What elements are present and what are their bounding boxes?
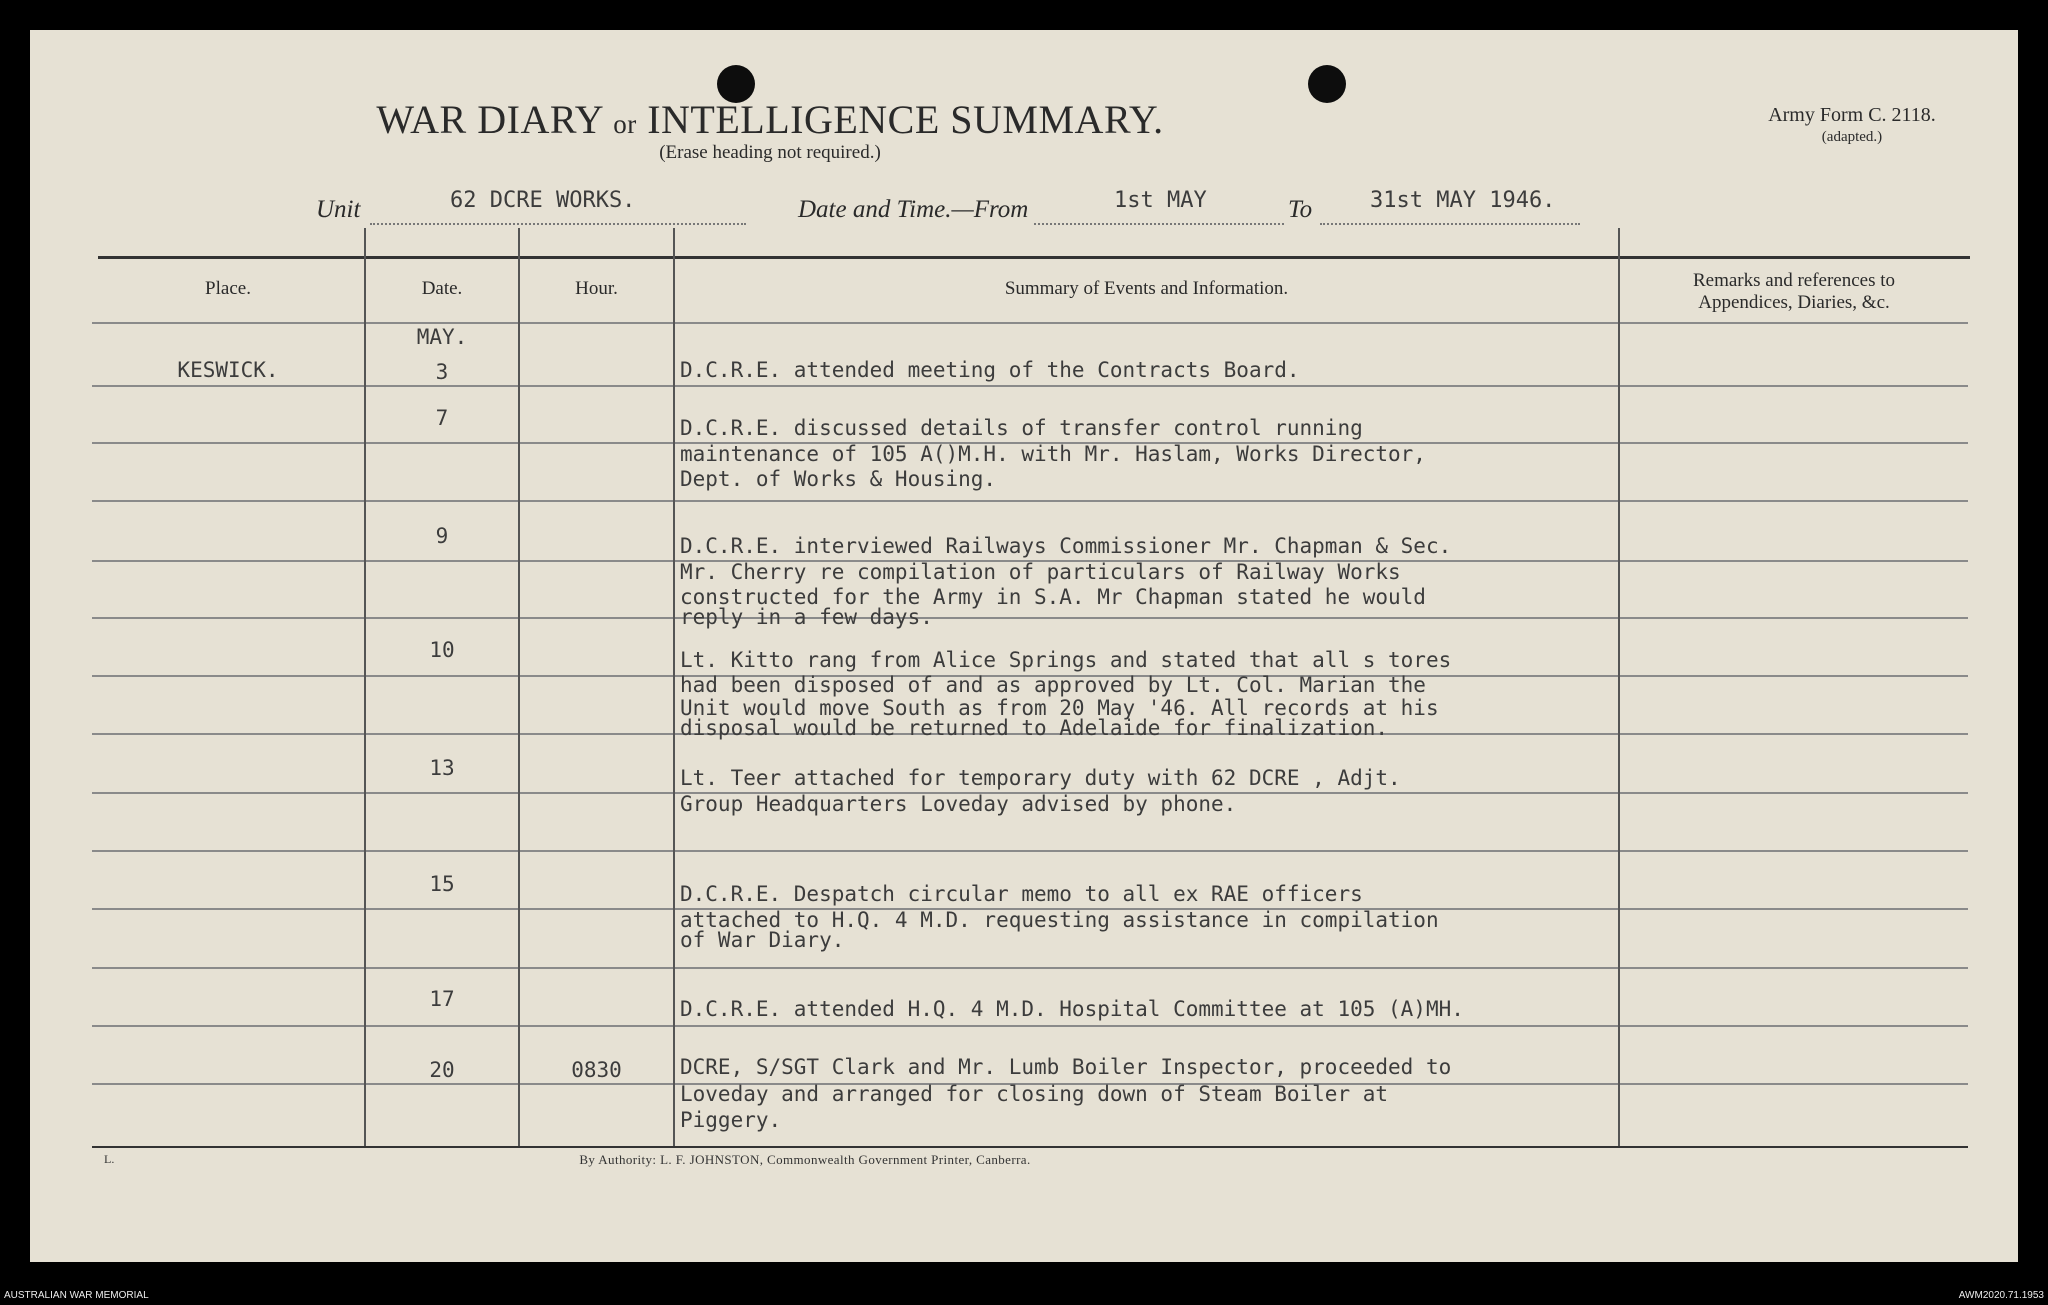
divider-hour-summary: [673, 228, 675, 1146]
ruled-line: [366, 500, 518, 502]
footer-mark: L.: [104, 1152, 115, 1166]
entry-summary-line: D.C.R.E. interviewed Railways Commissioner Mr. Chapman & Sec.: [680, 534, 1452, 558]
entry-summary-line: D.C.R.E. Despatch circular memo to all ex RAE officers: [680, 882, 1363, 906]
ruled-line: [1620, 560, 1968, 562]
ruled-line: [366, 967, 518, 969]
ruled-line: [520, 442, 673, 444]
archive-reference: AWM2020.71.1953: [1958, 1290, 2044, 1301]
ruled-line: [92, 500, 364, 502]
ruled-line: [92, 560, 364, 562]
entry-summary-line: DCRE, S/SGT Clark and Mr. Lumb Boiler Inspector, proceeded to: [680, 1055, 1452, 1079]
entry-date: 15: [429, 872, 455, 896]
ruled-line: [366, 733, 518, 735]
ruled-line: [675, 967, 1618, 969]
ruled-line: [366, 675, 518, 677]
entry-summary-line: D.C.R.E. attended meeting of the Contracts Board.: [680, 358, 1300, 382]
entry-date: 3: [435, 360, 449, 384]
ruled-line: [1620, 967, 1968, 969]
ruled-line: [1620, 500, 1968, 502]
ruled-line: [1620, 733, 1968, 735]
ruled-line: [520, 908, 673, 910]
entry-date: 17: [429, 987, 455, 1011]
entry-summary-line: had been disposed of and as approved by Lt. Col. Marian the: [680, 673, 1426, 697]
date-from-dotted-line: [1034, 223, 1284, 225]
ruled-line: [1620, 850, 1968, 852]
entry-date: 9: [435, 524, 449, 548]
entry-summary-line: disposal would be returned to Adelaide for finalization.: [680, 716, 1389, 740]
ruled-line: [92, 967, 364, 969]
ruled-line: [1620, 322, 1968, 324]
entry-summary-line: D.C.R.E. attended H.Q. 4 M.D. Hospital Committee at 105 (A)MH.: [680, 997, 1464, 1021]
ruled-line: [92, 1025, 364, 1027]
ruled-line: [92, 385, 364, 387]
table-bottom-rule: [92, 1146, 1968, 1148]
ruled-line: [520, 1083, 673, 1085]
ruled-line: [366, 322, 518, 324]
ruled-line: [1620, 1083, 1968, 1085]
form-title: [0, 96, 1540, 143]
entry-summary-line: attached to H.Q. 4 M.D. requesting assistance in compilation: [680, 908, 1439, 932]
date-to-dotted-line: [1320, 223, 1580, 225]
ruled-line: [1620, 385, 1968, 387]
entry-summary-line: Loveday and arranged for closing down of Steam Boiler at: [680, 1082, 1389, 1106]
entry-summary-line: Lt. Teer attached for temporary duty with 62 DCRE , Adjt.: [680, 766, 1401, 790]
ruled-line: [366, 1025, 518, 1027]
form-subtitle: (Erase heading not required.): [659, 142, 881, 163]
ruled-line: [1620, 1025, 1968, 1027]
entry-summary-line: Unit would move South as from 20 May '46. All records at his: [680, 696, 1439, 720]
archive-credit: AUSTRALIAN WAR MEMORIAL: [4, 1290, 149, 1301]
to-label: To: [1288, 196, 1313, 223]
ruled-line: [366, 850, 518, 852]
ruled-line: [520, 385, 673, 387]
title-rest: INTELLIGENCE SUMMARY.: [647, 97, 1164, 142]
army-form-number: Army Form C. 2118.: [1768, 104, 1936, 126]
remarks-header-line-2: Appendices, Diaries, &c.: [1698, 292, 1890, 313]
date-label: Date and Time.—From: [798, 196, 1029, 223]
ruled-line: [520, 850, 673, 852]
title-or: or: [613, 109, 637, 139]
ruled-line: [92, 617, 364, 619]
ruled-line: [1620, 617, 1968, 619]
entry-date: 7: [435, 406, 449, 430]
column-header-date: Date.: [421, 278, 463, 299]
date-to-value: 31st MAY 1946.: [1370, 188, 1556, 213]
ruled-line: [520, 675, 673, 677]
entry-summary-line: D.C.R.E. discussed details of transfer control running: [680, 416, 1363, 440]
printer-credit: By Authority: L. F. JOHNSTON, Commonwealth Government Printer, Canberra.: [579, 1152, 1031, 1167]
entry-summary-line: Mr. Cherry re compilation of particulars of Railway Works: [680, 560, 1401, 584]
ruled-line: [1620, 442, 1968, 444]
ruled-line: [92, 792, 364, 794]
title-main: WAR DIARY: [376, 97, 603, 142]
column-header-summary: Summary of Events and Information.: [1004, 278, 1289, 299]
ruled-line: [520, 1025, 673, 1027]
entry-date: 13: [429, 756, 455, 780]
ruled-line: [520, 560, 673, 562]
entry-place: KESWICK.: [177, 358, 279, 382]
unit-value: 62 DCRE WORKS.: [450, 188, 636, 213]
ruled-line: [92, 322, 364, 324]
entry-hour: 0830: [571, 1058, 622, 1082]
ruled-line: [520, 322, 673, 324]
divider-date-hour: [518, 228, 520, 1146]
ruled-line: [520, 733, 673, 735]
ruled-line: [675, 1025, 1618, 1027]
month-label: MAY.: [416, 325, 468, 349]
ruled-line: [366, 560, 518, 562]
ruled-line: [675, 850, 1618, 852]
unit-dotted-line: [370, 223, 746, 225]
entry-summary-line: Group Headquarters Loveday advised by phone.: [680, 792, 1237, 816]
entry-date: 10: [429, 638, 455, 662]
entry-summary-line: maintenance of 105 A()M.H. with Mr. Haslam, Works Director,: [680, 442, 1426, 466]
ruled-line: [520, 500, 673, 502]
ruled-line: [92, 850, 364, 852]
ruled-line: [675, 385, 1618, 387]
ruled-line: [675, 500, 1618, 502]
entry-summary-line: constructed for the Army in S.A. Mr Chapman stated he would: [680, 585, 1426, 609]
army-form-label: [1742, 104, 1962, 148]
ruled-line: [675, 322, 1618, 324]
ruled-line: [520, 792, 673, 794]
ruled-line: [366, 1083, 518, 1085]
ruled-line: [92, 442, 364, 444]
ruled-line: [366, 792, 518, 794]
date-from-value: 1st MAY: [1114, 188, 1207, 213]
ruled-line: [92, 675, 364, 677]
entry-summary-line: Lt. Kitto rang from Alice Springs and stated that all s tores: [680, 648, 1452, 672]
entry-summary-line: of War Diary.: [680, 928, 845, 952]
ruled-line: [1620, 792, 1968, 794]
unit-label: Unit: [316, 196, 361, 223]
remarks-header-line-1: Remarks and references to: [1692, 270, 1896, 291]
ruled-line: [1620, 908, 1968, 910]
column-header-hour: Hour.: [575, 278, 618, 299]
entry-summary-line: reply in a few days.: [680, 605, 933, 629]
ruled-line: [366, 385, 518, 387]
ruled-line: [92, 908, 364, 910]
entry-summary-line: Dept. of Works & Housing.: [680, 467, 997, 491]
ruled-line: [92, 1083, 364, 1085]
divider-summary-remarks: [1618, 228, 1620, 1146]
ruled-line: [520, 967, 673, 969]
entry-date: 20: [429, 1058, 455, 1082]
ruled-line: [1620, 675, 1968, 677]
column-header-remarks: [1620, 270, 1968, 314]
entry-summary-line: Piggery.: [680, 1108, 782, 1132]
ruled-line: [366, 442, 518, 444]
ruled-line: [366, 617, 518, 619]
table-top-rule: [98, 256, 1970, 259]
column-header-place: Place.: [205, 278, 251, 299]
army-form-note: (adapted.): [1821, 129, 1883, 145]
ruled-line: [92, 733, 364, 735]
ruled-line: [366, 908, 518, 910]
ruled-line: [520, 617, 673, 619]
